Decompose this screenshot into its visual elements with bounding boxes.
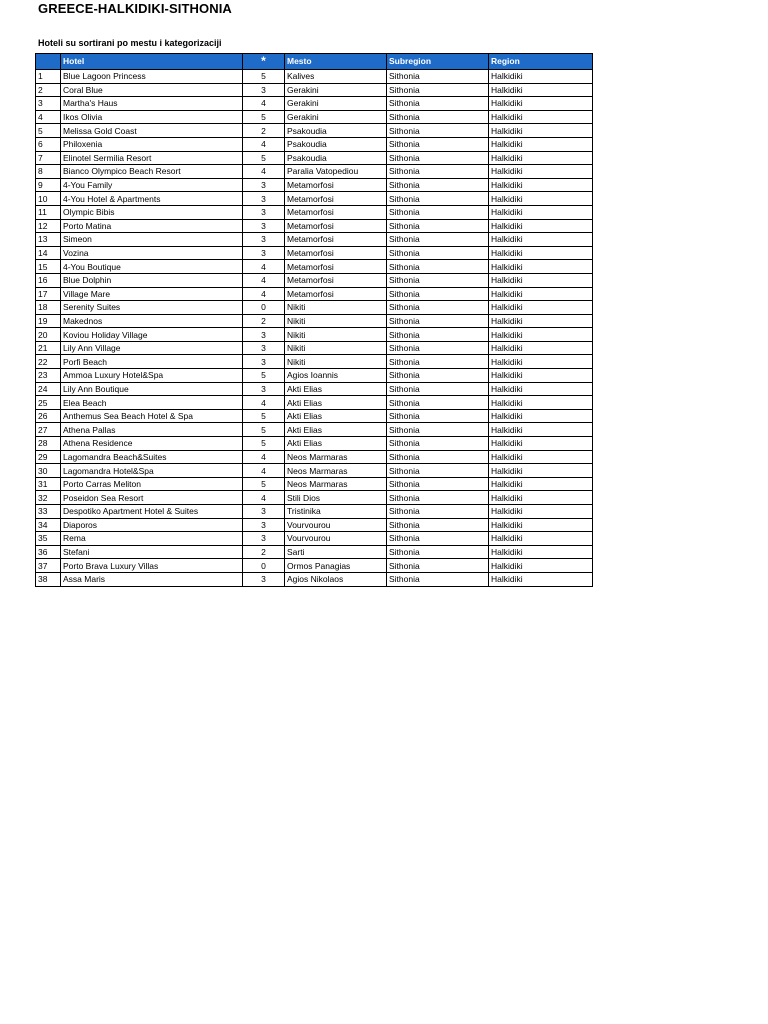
cell-mesto: Vourvourou [285,532,387,546]
cell-number: 24 [36,382,61,396]
cell-hotel: Athena Pallas [61,423,243,437]
cell-subregion: Sithonia [387,287,489,301]
cell-mesto: Akti Elias [285,382,387,396]
cell-mesto: Psakoudia [285,124,387,138]
cell-region: Halkidiki [489,205,593,219]
cell-subregion: Sithonia [387,260,489,274]
cell-subregion: Sithonia [387,464,489,478]
cell-stars: 3 [243,178,285,192]
cell-subregion: Sithonia [387,301,489,315]
cell-stars: 3 [243,572,285,586]
cell-number: 36 [36,545,61,559]
cell-number: 10 [36,192,61,206]
cell-hotel: Vozina [61,246,243,260]
cell-subregion: Sithonia [387,532,489,546]
table-row [36,124,593,138]
cell-stars: 4 [243,464,285,478]
table-row [36,518,593,532]
cell-hotel: Olympic Bibis [61,205,243,219]
cell-number: 2 [36,83,61,97]
cell-region: Halkidiki [489,137,593,151]
cell-number: 32 [36,491,61,505]
cell-stars: 4 [243,287,285,301]
cell-subregion: Sithonia [387,396,489,410]
cell-number: 15 [36,260,61,274]
cell-number: 13 [36,233,61,247]
cell-hotel: Simeon [61,233,243,247]
cell-number: 18 [36,301,61,315]
cell-stars: 5 [243,151,285,165]
cell-hotel: Stefani [61,545,243,559]
cell-mesto: Metamorfosi [285,246,387,260]
table-row [36,233,593,247]
table-row [36,505,593,519]
cell-hotel: Elea Beach [61,396,243,410]
table-row [36,450,593,464]
cell-region: Halkidiki [489,423,593,437]
cell-stars: 4 [243,273,285,287]
table-row [36,328,593,342]
cell-region: Halkidiki [489,165,593,179]
cell-stars: 4 [243,450,285,464]
table-row [36,273,593,287]
cell-mesto: Tristinika [285,505,387,519]
cell-stars: 3 [243,192,285,206]
cell-hotel: Blue Lagoon Princess [61,70,243,84]
cell-hotel: Coral Blue [61,83,243,97]
cell-region: Halkidiki [489,450,593,464]
cell-hotel: Porto Brava Luxury Villas [61,559,243,573]
table-row [36,396,593,410]
cell-mesto: Metamorfosi [285,205,387,219]
cell-mesto: Nikiti [285,355,387,369]
cell-subregion: Sithonia [387,382,489,396]
cell-mesto: Vourvourou [285,518,387,532]
cell-stars: 5 [243,409,285,423]
cell-mesto: Gerakini [285,83,387,97]
cell-subregion: Sithonia [387,545,489,559]
cell-mesto: Akti Elias [285,409,387,423]
cell-region: Halkidiki [489,192,593,206]
table-row [36,477,593,491]
cell-mesto: Akti Elias [285,437,387,451]
cell-region: Halkidiki [489,97,593,111]
cell-subregion: Sithonia [387,491,489,505]
cell-number: 34 [36,518,61,532]
cell-subregion: Sithonia [387,355,489,369]
hotel-table [35,53,593,587]
cell-mesto: Nikiti [285,314,387,328]
cell-stars: 0 [243,301,285,315]
cell-number: 27 [36,423,61,437]
cell-stars: 4 [243,396,285,410]
cell-region: Halkidiki [489,369,593,383]
cell-number: 1 [36,70,61,84]
header-cell-mesto: Mesto [285,54,387,70]
cell-subregion: Sithonia [387,477,489,491]
table-row [36,464,593,478]
cell-number: 9 [36,178,61,192]
cell-number: 28 [36,437,61,451]
cell-region: Halkidiki [489,477,593,491]
cell-hotel: Lagomandra Hotel&Spa [61,464,243,478]
cell-stars: 5 [243,423,285,437]
cell-subregion: Sithonia [387,110,489,124]
cell-stars: 4 [243,165,285,179]
cell-region: Halkidiki [489,355,593,369]
table-row [36,178,593,192]
cell-hotel: Makednos [61,314,243,328]
cell-mesto: Nikiti [285,328,387,342]
cell-stars: 3 [243,382,285,396]
cell-stars: 5 [243,437,285,451]
cell-subregion: Sithonia [387,124,489,138]
cell-hotel: Lily Ann Village [61,341,243,355]
cell-region: Halkidiki [489,110,593,124]
cell-subregion: Sithonia [387,572,489,586]
cell-stars: 2 [243,545,285,559]
cell-stars: 5 [243,477,285,491]
cell-hotel: Poseidon Sea Resort [61,491,243,505]
table-row [36,369,593,383]
cell-hotel: Porfi Beach [61,355,243,369]
cell-region: Halkidiki [489,341,593,355]
cell-subregion: Sithonia [387,437,489,451]
cell-stars: 3 [243,233,285,247]
cell-hotel: Porto Matina [61,219,243,233]
table-row [36,97,593,111]
cell-hotel: Lily Ann Boutique [61,382,243,396]
table-row [36,301,593,315]
cell-hotel: Rema [61,532,243,546]
cell-mesto: Akti Elias [285,396,387,410]
cell-hotel: Elinotel Sermilia Resort [61,151,243,165]
cell-mesto: Metamorfosi [285,273,387,287]
cell-number: 25 [36,396,61,410]
cell-number: 5 [36,124,61,138]
cell-region: Halkidiki [489,260,593,274]
table-row [36,545,593,559]
table-row [36,532,593,546]
cell-hotel: Village Mare [61,287,243,301]
table-row [36,423,593,437]
cell-hotel: Porto Carras Meliton [61,477,243,491]
cell-stars: 2 [243,124,285,138]
cell-mesto: Metamorfosi [285,219,387,233]
header-cell-number [36,54,61,70]
cell-mesto: Sarti [285,545,387,559]
cell-mesto: Agios Ioannis [285,369,387,383]
table-row [36,165,593,179]
cell-subregion: Sithonia [387,83,489,97]
header-cell-hotel: Hotel [61,54,243,70]
cell-subregion: Sithonia [387,559,489,573]
cell-subregion: Sithonia [387,518,489,532]
cell-mesto: Gerakini [285,97,387,111]
table-row [36,110,593,124]
cell-mesto: Metamorfosi [285,178,387,192]
cell-subregion: Sithonia [387,70,489,84]
cell-stars: 3 [243,205,285,219]
cell-subregion: Sithonia [387,341,489,355]
cell-number: 38 [36,572,61,586]
cell-hotel: Diaporos [61,518,243,532]
cell-number: 3 [36,97,61,111]
cell-hotel: 4-You Hotel & Apartments [61,192,243,206]
cell-mesto: Psakoudia [285,151,387,165]
cell-subregion: Sithonia [387,328,489,342]
table-body [36,70,593,587]
cell-region: Halkidiki [489,491,593,505]
table-caption: Hoteli su sortirani po mestu i kategorizaciji [38,38,222,48]
cell-hotel: Koviou Holiday Village [61,328,243,342]
cell-subregion: Sithonia [387,205,489,219]
cell-region: Halkidiki [489,301,593,315]
cell-stars: 3 [243,518,285,532]
table-row [36,341,593,355]
table-row [36,205,593,219]
cell-region: Halkidiki [489,287,593,301]
header-row [36,54,593,70]
cell-region: Halkidiki [489,328,593,342]
cell-stars: 4 [243,137,285,151]
cell-number: 21 [36,341,61,355]
cell-mesto: Akti Elias [285,423,387,437]
cell-region: Halkidiki [489,314,593,328]
cell-stars: 2 [243,314,285,328]
cell-subregion: Sithonia [387,450,489,464]
cell-region: Halkidiki [489,83,593,97]
cell-stars: 3 [243,83,285,97]
cell-mesto: Metamorfosi [285,287,387,301]
cell-region: Halkidiki [489,532,593,546]
cell-mesto: Metamorfosi [285,233,387,247]
table-row [36,246,593,260]
header-cell-region: Region [489,54,593,70]
cell-number: 22 [36,355,61,369]
cell-number: 7 [36,151,61,165]
cell-mesto: Paralia Vatopediou [285,165,387,179]
cell-number: 12 [36,219,61,233]
cell-subregion: Sithonia [387,314,489,328]
cell-number: 37 [36,559,61,573]
cell-hotel: Athena Residence [61,437,243,451]
cell-number: 35 [36,532,61,546]
cell-stars: 3 [243,532,285,546]
cell-mesto: Metamorfosi [285,192,387,206]
cell-region: Halkidiki [489,70,593,84]
cell-region: Halkidiki [489,246,593,260]
cell-hotel: Despotiko Apartment Hotel & Suites [61,505,243,519]
cell-hotel: Martha's Haus [61,97,243,111]
header-cell-subregion: Subregion [387,54,489,70]
cell-subregion: Sithonia [387,219,489,233]
cell-subregion: Sithonia [387,369,489,383]
cell-stars: 3 [243,219,285,233]
cell-mesto: Ormos Panagias [285,559,387,573]
page-title: GREECE-HALKIDIKI-SITHONIA [38,1,232,16]
cell-hotel: 4-You Family [61,178,243,192]
cell-hotel: Philoxenia [61,137,243,151]
cell-hotel: Blue Dolphin [61,273,243,287]
cell-hotel: Ikos Olivia [61,110,243,124]
cell-subregion: Sithonia [387,178,489,192]
cell-mesto: Neos Marmaras [285,450,387,464]
cell-mesto: Neos Marmaras [285,464,387,478]
cell-number: 17 [36,287,61,301]
table-row [36,559,593,573]
cell-subregion: Sithonia [387,505,489,519]
cell-number: 33 [36,505,61,519]
cell-stars: 0 [243,559,285,573]
cell-subregion: Sithonia [387,423,489,437]
table-row [36,437,593,451]
cell-stars: 4 [243,97,285,111]
cell-stars: 3 [243,246,285,260]
cell-hotel: Bianco Olympico Beach Resort [61,165,243,179]
cell-stars: 3 [243,328,285,342]
cell-region: Halkidiki [489,464,593,478]
cell-mesto: Neos Marmaras [285,477,387,491]
cell-region: Halkidiki [489,151,593,165]
cell-mesto: Gerakini [285,110,387,124]
cell-region: Halkidiki [489,437,593,451]
cell-region: Halkidiki [489,559,593,573]
cell-number: 30 [36,464,61,478]
cell-region: Halkidiki [489,396,593,410]
cell-hotel: Ammoa Luxury Hotel&Spa [61,369,243,383]
cell-region: Halkidiki [489,124,593,138]
table-header [36,54,593,70]
cell-number: 31 [36,477,61,491]
cell-region: Halkidiki [489,233,593,247]
cell-region: Halkidiki [489,382,593,396]
cell-region: Halkidiki [489,409,593,423]
cell-subregion: Sithonia [387,192,489,206]
cell-mesto: Psakoudia [285,137,387,151]
cell-subregion: Sithonia [387,233,489,247]
cell-number: 8 [36,165,61,179]
cell-mesto: Agios Nikolaos [285,572,387,586]
cell-mesto: Kalives [285,70,387,84]
cell-mesto: Nikiti [285,341,387,355]
table-row [36,491,593,505]
cell-stars: 5 [243,369,285,383]
table-row [36,83,593,97]
table-row [36,314,593,328]
cell-region: Halkidiki [489,219,593,233]
cell-number: 23 [36,369,61,383]
cell-stars: 3 [243,505,285,519]
cell-subregion: Sithonia [387,246,489,260]
cell-mesto: Metamorfosi [285,260,387,274]
cell-stars: 3 [243,341,285,355]
table-row [36,260,593,274]
table-row [36,355,593,369]
cell-hotel: Lagomandra Beach&Suites [61,450,243,464]
cell-subregion: Sithonia [387,97,489,111]
cell-hotel: Serenity Suites [61,301,243,315]
cell-stars: 5 [243,70,285,84]
table-row [36,70,593,84]
cell-stars: 3 [243,355,285,369]
cell-hotel: Melissa Gold Coast [61,124,243,138]
cell-number: 11 [36,205,61,219]
cell-subregion: Sithonia [387,151,489,165]
table-row [36,287,593,301]
table-row [36,572,593,586]
cell-stars: 4 [243,491,285,505]
cell-number: 26 [36,409,61,423]
cell-stars: 4 [243,260,285,274]
cell-mesto: Nikiti [285,301,387,315]
cell-subregion: Sithonia [387,273,489,287]
table-row [36,192,593,206]
cell-subregion: Sithonia [387,409,489,423]
cell-region: Halkidiki [489,545,593,559]
cell-stars: 5 [243,110,285,124]
header-cell-stars: * [243,54,285,70]
table-row [36,151,593,165]
cell-number: 16 [36,273,61,287]
table-row [36,382,593,396]
cell-region: Halkidiki [489,572,593,586]
cell-number: 19 [36,314,61,328]
table-row [36,137,593,151]
cell-number: 14 [36,246,61,260]
cell-subregion: Sithonia [387,137,489,151]
cell-region: Halkidiki [489,273,593,287]
cell-region: Halkidiki [489,518,593,532]
cell-hotel: Anthemus Sea Beach Hotel & Spa [61,409,243,423]
cell-region: Halkidiki [489,505,593,519]
cell-mesto: Stili Dios [285,491,387,505]
cell-number: 29 [36,450,61,464]
table-row [36,409,593,423]
table-row [36,219,593,233]
cell-number: 20 [36,328,61,342]
cell-number: 6 [36,137,61,151]
cell-subregion: Sithonia [387,165,489,179]
cell-number: 4 [36,110,61,124]
cell-hotel: Assa Maris [61,572,243,586]
cell-hotel: 4-You Boutique [61,260,243,274]
cell-region: Halkidiki [489,178,593,192]
